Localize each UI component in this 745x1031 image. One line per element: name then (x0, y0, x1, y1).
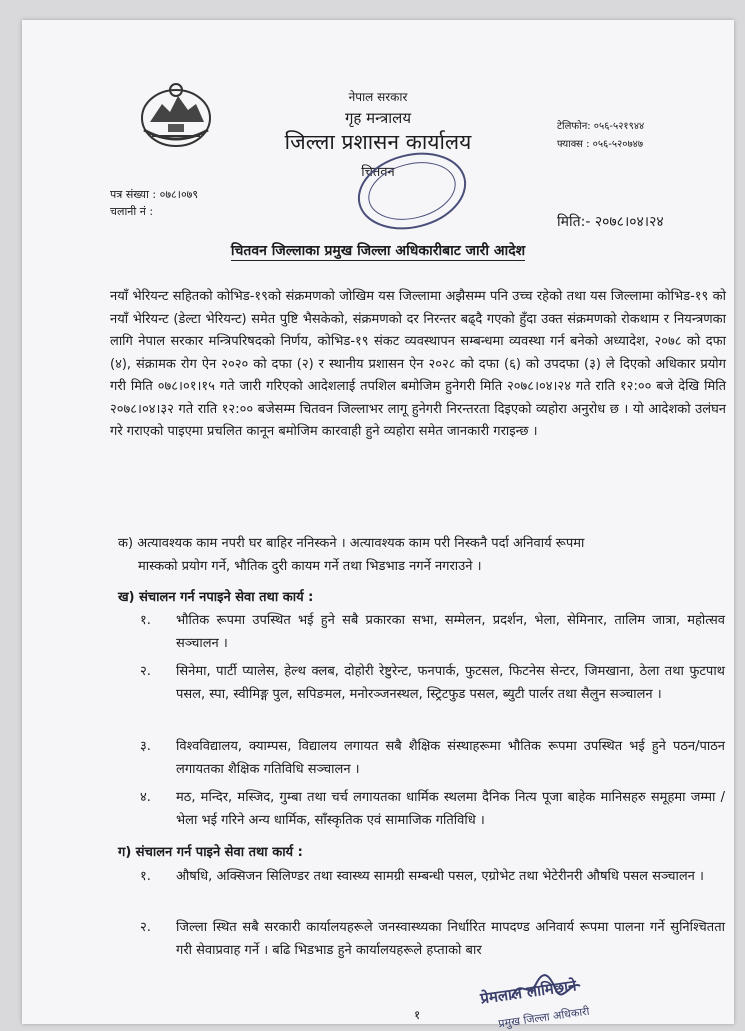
document-title (22, 241, 734, 260)
government-name: नेपाल सरकार (348, 90, 408, 104)
section-b-heading: ख) संचालन गर्न नपाइने सेवा तथा कार्य : (118, 590, 314, 605)
letter-number: पत्र संख्या : ०७८।०७९ (110, 188, 199, 201)
item-number: २. (140, 920, 151, 935)
document-page (22, 20, 734, 1031)
section-c-heading: ग) संचालन गर्न पाइने सेवा तथा कार्य : (118, 845, 303, 860)
list-item (140, 609, 725, 655)
fax-number: फ्याक्स : ०५६-५२०७४७ (557, 139, 644, 150)
intro-paragraph: नयाँ भेरियन्ट सहितको कोभिड-१९को संक्रमणको जोखिम यस जिल्लामा अझैसम्म पनि उच्च रहेको तथा यस जिल्लामा कोभिड-१९ को नयाँ भेरियन्ट (डेल्टा भेरियन्ट) समेत पुष्टि भैसकेको, संक्रमणको दर निरन्तर बढ्दै गएको हुँदा उक्त संक्रमणको रोकथाम र नियन्त्रणका लागि नेपाल सरकार मन्त्रिपरिषदको निर्णय, कोभिड-१९ संकट व्यवस्थापन सम्बन्धमा व्यवस्था गर्न बनेको अध्यादेश, २०७८ को दफा (४), संक्रामक रोग ऐन २०२० को दफा (२) र स्थानीय प्रशासन ऐन २०२८ को दफा (६) को उपदफा (३) ले दिएको अधिकार प्रयोग गरी मिति ०७८।०१।१५ गते जारी गरिएको आदेशलाई तपशिल बमोजिम हुनेगरी मिति २०७८।०४।२४ गते राति १२:०० बजे देखि मिति २०७८।०४।३२ गते राति १२:०० बजेसम्म चितवन जिल्लाभर लागू हुनेगरी निरन्तरता दिइएको व्यहोरा अनुरोध छ । यो आदेशको उलंघन गरे गराएको पाइएमा प्रचलित कानून बमोजिम कारवाही हुने व्यहोरा समेत जानकारी गराइन्छ । (110, 289, 726, 439)
list-item (140, 916, 725, 962)
item-number: ३. (140, 739, 151, 754)
document-date: मिति:- २०७८।०४।२४ (557, 214, 664, 230)
section-a-continued: मास्कको प्रयोग गर्ने, भौतिक दुरी कायम गर्ने तथा भिडभाड नगर्ने नगराउने । (138, 559, 482, 574)
signer-title: प्रमुख जिल्ला अधिकारी (497, 1004, 591, 1031)
dispatch-number: चलानी नं : (110, 205, 154, 218)
item-text: सिनेमा, पार्टी प्यालेस, हेल्थ क्लब, दोहोरी रेष्टुरेन्ट, फनपार्क, फुटसल, फिटनेस सेन्टर, जिमखाना, ठेला तथा फुटपाथ पसल, स्पा, स्वीमिङ्ग पुल, सपिङमल, मनोरञ्जनस्थल, स्ट्रिटफुड पसल, ब्युटी पार्लर तथा सैलुन सञ्चालन । (176, 664, 725, 702)
item-number: १. (140, 869, 151, 884)
document-title-text: चितवन जिल्लाका प्रमुख जिल्ला अधिकारीबाट जारी आदेश (230, 243, 526, 259)
item-number: २. (140, 664, 151, 679)
district-name: चितवन (361, 165, 395, 180)
page-number: १ (414, 1008, 421, 1022)
signer-name: प्रेमलाल लामिछाने (479, 976, 578, 1008)
office-stamp-icon (352, 150, 472, 232)
list-item (140, 786, 725, 832)
office-name: जिल्ला प्रशासन कार्यालय (284, 130, 472, 154)
list-item (140, 865, 725, 888)
item-text: जिल्ला स्थित सबै सरकारी कार्यालयहरूले जनस्वास्थ्यका निर्धारित मापदण्ड अनिवार्य रूपमा पालना गर्ने सुनिश्चितता गरी सेवाप्रवाह गर्ने । बढि भिडभाड हुने कार्यालयहरूले हप्ताको बार (176, 920, 725, 958)
item-text: विश्वविद्यालय, क्याम्पस, विद्यालय लगायत सबै शैक्षिक संस्थाहरूमा भौतिक रूपमा उपस्थित भई हुने पठन/पाठन लगायतका शैक्षिक गतिविधि सञ्चालन । (176, 739, 725, 777)
telephone-number: टेलिफोन: ०५६-५२१९४४ (557, 121, 645, 132)
list-item (140, 660, 725, 706)
section-a-label: क) अत्यावश्यक काम नपरी घर बाहिर ननिस्कने । अत्यावश्यक काम परी निस्कनै पर्दा अनिवार्य रूपमा (118, 536, 585, 551)
item-number: १. (140, 613, 151, 628)
ministry-name: गृह मन्त्रालय (344, 109, 412, 127)
section-a (118, 532, 718, 578)
list-item (140, 735, 725, 781)
item-text: औषधि, अक्सिजन सिलिण्डर तथा स्वास्थ्य सामग्री सम्बन्धी पसल, एग्रोभेट तथा भेटेरीनरी औषधि पसल सञ्चालन । (176, 869, 704, 884)
item-number: ४. (140, 790, 151, 805)
item-text: मठ, मन्दिर, मस्जिद, गुम्बा तथा चर्च लगायतका धार्मिक स्थलमा दैनिक नित्य पूजा बाहेक मानिसहरु समूहमा जम्मा / भेला भई गरिने अन्य धार्मिक, साँस्कृतिक एवं सामाजिक गतिविधि । (176, 790, 725, 828)
item-text: भौतिक रूपमा उपस्थित भई हुने सबै प्रकारका सभा, सम्मेलन, प्रदर्शन, भेला, सेमिनार, तालिम जात्रा, महोत्सव सञ्चालन । (176, 613, 725, 651)
